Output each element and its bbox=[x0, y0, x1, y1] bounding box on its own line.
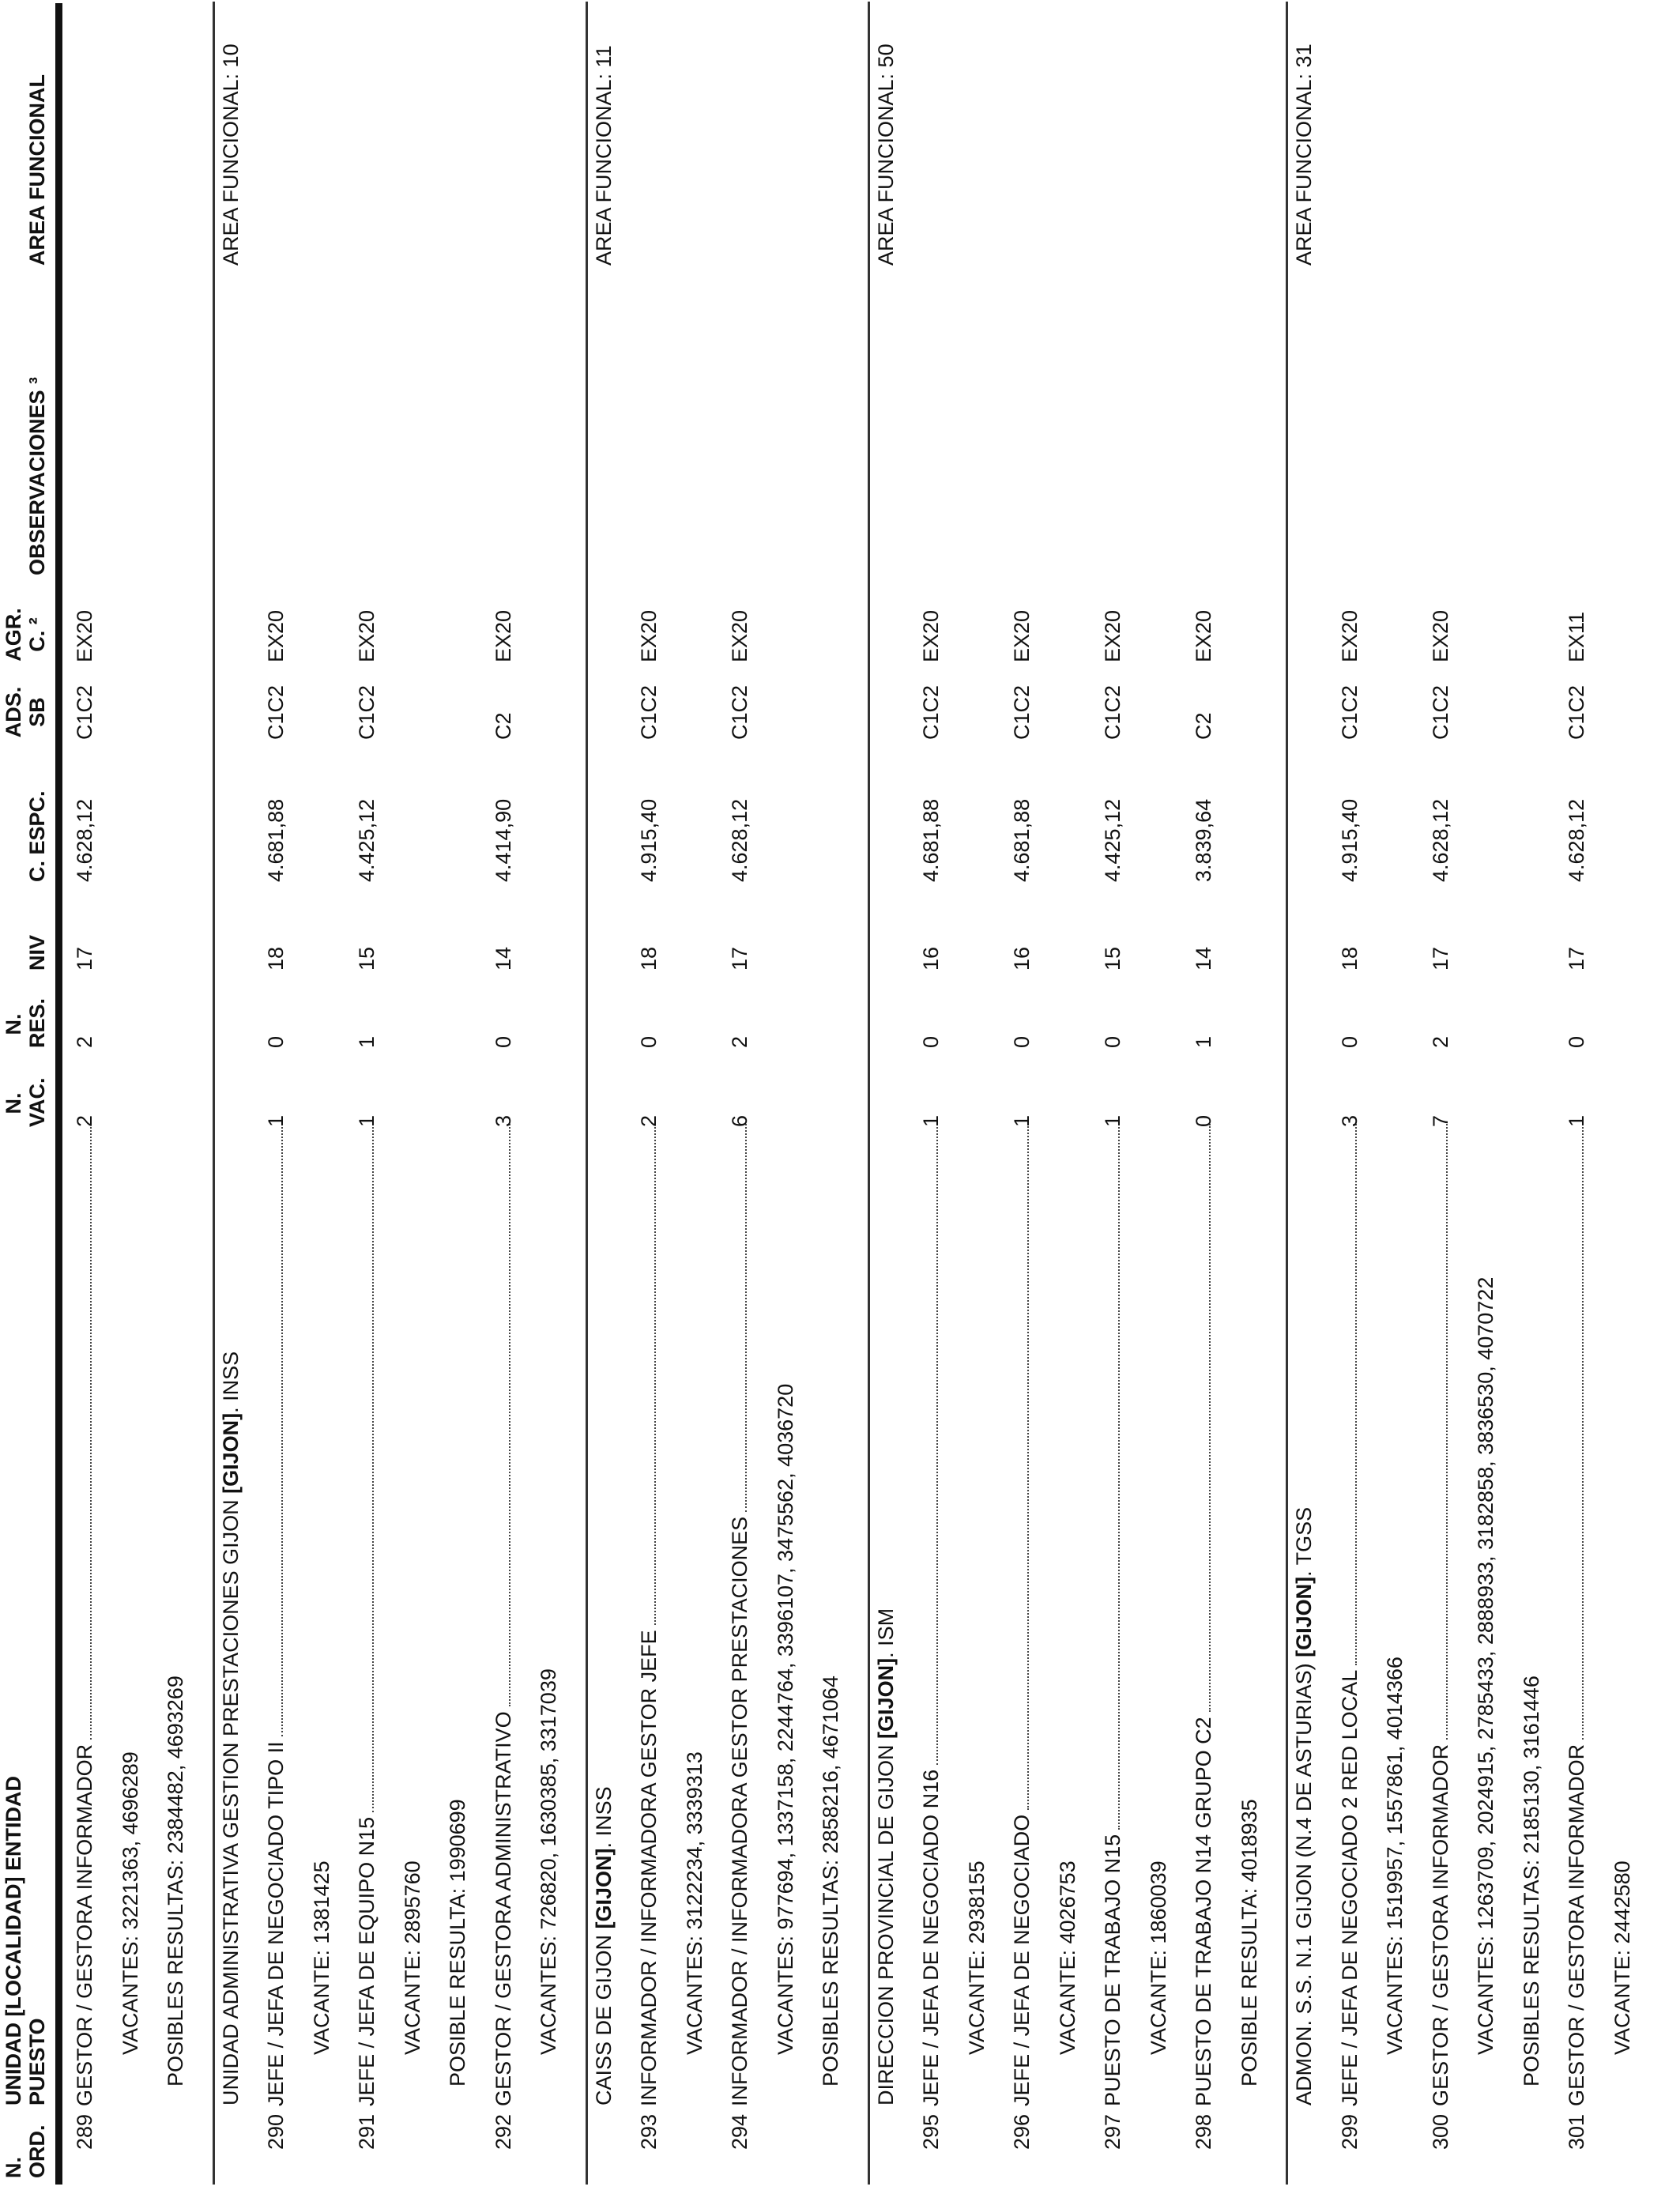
area-funcional: AREA FUNCIONAL: 11 bbox=[591, 45, 616, 266]
agr-c-value: EX20 bbox=[73, 609, 96, 662]
header-c-espc: C. ESPC. bbox=[25, 790, 49, 882]
agr-c-value: EX20 bbox=[919, 609, 943, 662]
n-vac-value: 3 bbox=[491, 1114, 515, 1127]
n-vac-value: 6 bbox=[728, 1114, 751, 1127]
order-number: 300 bbox=[1428, 2113, 1452, 2150]
header-agr-c bbox=[2, 607, 49, 662]
leader-dots bbox=[654, 1124, 656, 1625]
table-row bbox=[1565, 1119, 1588, 2150]
unit-locality: [GIJON] bbox=[1292, 1576, 1316, 1657]
c-espc-value: 3.839,64 bbox=[1192, 798, 1215, 882]
header-n-vac-line1: N. bbox=[2, 1092, 25, 1114]
header-n-res-line1: N. bbox=[2, 1013, 25, 1035]
n-res-value: 0 bbox=[1010, 1035, 1034, 1048]
order-number: 290 bbox=[264, 2113, 288, 2150]
n-res-value: 2 bbox=[73, 1035, 96, 1048]
agr-c-value: EX20 bbox=[1192, 609, 1215, 662]
header-observaciones: OBSERVACIONES ³ bbox=[25, 376, 49, 575]
order-number: 292 bbox=[491, 2113, 515, 2150]
c-espc-value: 4.628,12 bbox=[73, 798, 96, 882]
n-res-value: 0 bbox=[491, 1035, 515, 1048]
n-vac-value: 0 bbox=[1192, 1114, 1215, 1127]
resultas-detail: POSIBLES RESULTAS: 2185130, 3161446 bbox=[1519, 1676, 1543, 2087]
leader-dots bbox=[1117, 1124, 1120, 1830]
n-res-value: 0 bbox=[1337, 1035, 1362, 1048]
order-number: 295 bbox=[919, 2113, 943, 2150]
unit-entity: . ISM bbox=[873, 1608, 898, 1658]
n-vac-value: 1 bbox=[355, 1114, 379, 1127]
unit-entity: . INSS bbox=[591, 1786, 616, 1849]
resultas-detail: POSIBLES RESULTAS: 2384482, 4693269 bbox=[164, 1676, 187, 2087]
leader-dots bbox=[1026, 1124, 1029, 1810]
header-ads-sb bbox=[2, 684, 49, 740]
c-espc-value: 4.628,12 bbox=[1565, 798, 1588, 882]
vacantes-detail: VACANTES: 1263709, 2024915, 2785433, 2888933, 3182858, 3836530, 4070722 bbox=[1474, 1276, 1497, 2055]
n-res-value: 0 bbox=[1101, 1035, 1124, 1048]
unit-name: ADMON. S.S. N.1 GIJON (N.4 DE ASTURIAS) bbox=[1292, 1657, 1316, 2105]
vacantes-detail: VACANTES: 977694, 1337158, 2244764, 3396107, 3475562, 4036720 bbox=[773, 1383, 797, 2055]
n-vac-value: 2 bbox=[73, 1114, 96, 1127]
agr-c-value: EX20 bbox=[1101, 609, 1124, 662]
n-res-value: 1 bbox=[1192, 1035, 1215, 1048]
table-row bbox=[919, 1119, 943, 2150]
n-res-value: 2 bbox=[1428, 1035, 1452, 1048]
ads-sb-value: C1C2 bbox=[1565, 684, 1588, 740]
header-n-vac bbox=[2, 1077, 49, 1127]
nivel-value: 16 bbox=[1010, 946, 1034, 971]
area-funcional: AREA FUNCIONAL: 10 bbox=[218, 43, 243, 266]
order-number: 298 bbox=[1192, 2113, 1215, 2150]
unit-heading bbox=[592, 1786, 616, 2105]
leader-dots bbox=[281, 1124, 283, 1736]
unit-name: UNIDAD ADMINISTRATIVA GESTION PRESTACIONES GIJON bbox=[218, 1493, 243, 2105]
table-row bbox=[1338, 1119, 1362, 2150]
vacantes-detail: VACANTE: 2895760 bbox=[400, 1860, 424, 2055]
c-espc-value: 4.425,12 bbox=[355, 798, 379, 882]
header-unidad bbox=[2, 1776, 49, 2105]
table-row bbox=[1101, 1119, 1124, 2150]
header-n-ord-line2: ORD. bbox=[25, 2124, 49, 2178]
nivel-value: 14 bbox=[491, 946, 515, 971]
puesto-name: INFORMADOR / INFORMADORA GESTOR PRESTACIONES bbox=[728, 1516, 751, 2106]
order-number: 299 bbox=[1337, 2113, 1362, 2150]
header-niv: NIV bbox=[25, 934, 49, 971]
nivel-value: 15 bbox=[1101, 946, 1124, 971]
puesto-name: JEFE / JEFA DE NEGOCIADO TIPO II bbox=[264, 1741, 288, 2106]
ads-sb-value: C1C2 bbox=[1101, 684, 1124, 740]
ads-sb-value: C1C2 bbox=[355, 684, 379, 740]
table-row bbox=[73, 1119, 96, 2150]
puesto-name: PUESTO DE TRABAJO N14 GRUPO C2 bbox=[1192, 1717, 1215, 2106]
header-agr-c-line2: C. ² bbox=[25, 617, 49, 652]
n-vac-value: 1 bbox=[1010, 1114, 1034, 1127]
vacantes-detail: VACANTES: 3122234, 3339313 bbox=[682, 1751, 706, 2055]
n-vac-value: 1 bbox=[919, 1114, 943, 1127]
ads-sb-value: C2 bbox=[1192, 712, 1215, 740]
n-res-value: 0 bbox=[637, 1035, 661, 1048]
puesto-name: PUESTO DE TRABAJO N15 bbox=[1101, 1834, 1124, 2106]
c-espc-value: 4.681,88 bbox=[264, 798, 288, 882]
ads-sb-value: C1C2 bbox=[264, 684, 288, 740]
table-row bbox=[1429, 1119, 1452, 2150]
table-row bbox=[264, 1119, 288, 2150]
n-vac-value: 1 bbox=[264, 1114, 288, 1127]
ads-sb-value: C1C2 bbox=[919, 684, 943, 740]
table-row bbox=[728, 1119, 751, 2150]
nivel-value: 18 bbox=[264, 946, 288, 971]
table-row bbox=[492, 1119, 515, 2150]
vacantes-detail: VACANTE: 2938155 bbox=[964, 1860, 989, 2055]
puesto-name: INFORMADOR / INFORMADORA GESTOR JEFE bbox=[637, 1630, 661, 2106]
ads-sb-value: C1C2 bbox=[1337, 684, 1362, 740]
order-number: 301 bbox=[1565, 2113, 1588, 2150]
agr-c-value: EX20 bbox=[728, 609, 751, 662]
puesto-name: GESTOR / GESTORA INFORMADOR bbox=[73, 1744, 96, 2106]
nivel-value: 14 bbox=[1192, 946, 1215, 971]
vacantes-detail: VACANTES: 726820, 1630385, 3317039 bbox=[537, 1668, 560, 2055]
order-number: 297 bbox=[1101, 2113, 1124, 2150]
agr-c-value: EX20 bbox=[355, 609, 379, 662]
unit-locality: [GIJON] bbox=[873, 1657, 898, 1739]
ads-sb-value: C1C2 bbox=[637, 684, 661, 740]
puesto-name: JEFE / JEFA DE NEGOCIADO N16 bbox=[919, 1769, 943, 2106]
header-agr-c-line1: AGR. bbox=[2, 608, 25, 662]
nivel-value: 17 bbox=[1565, 946, 1588, 971]
n-res-value: 0 bbox=[919, 1035, 943, 1048]
c-espc-value: 4.414,90 bbox=[491, 798, 515, 882]
unit-locality: [GIJON] bbox=[591, 1848, 616, 1929]
ads-sb-value: C1C2 bbox=[1010, 684, 1034, 740]
header-area-funcional: AREA FUNCIONAL bbox=[25, 74, 49, 266]
leader-dots bbox=[1581, 1124, 1584, 1740]
agr-c-value: EX20 bbox=[1337, 609, 1362, 662]
order-number: 296 bbox=[1010, 2113, 1034, 2150]
ads-sb-value: C1C2 bbox=[73, 684, 96, 740]
puesto-name: JEFE / JEFA DE EQUIPO N15 bbox=[355, 1816, 379, 2106]
n-vac-value: 1 bbox=[1565, 1114, 1588, 1127]
n-res-value: 2 bbox=[728, 1035, 751, 1048]
n-vac-value: 7 bbox=[1428, 1114, 1452, 1127]
agr-c-value: EX20 bbox=[491, 609, 515, 662]
c-espc-value: 4.425,12 bbox=[1101, 798, 1124, 882]
vacantes-detail: VACANTE: 1381425 bbox=[309, 1860, 333, 2055]
puesto-name: GESTOR / GESTORA ADMINISTRATIVO bbox=[491, 1711, 515, 2106]
n-res-value: 0 bbox=[264, 1035, 288, 1048]
nivel-value: 17 bbox=[73, 946, 96, 971]
order-number: 289 bbox=[73, 2113, 96, 2150]
puesto-name: JEFE / JEFA DE NEGOCIADO 2 RED LOCAL bbox=[1337, 1669, 1362, 2106]
nivel-value: 18 bbox=[637, 946, 661, 971]
vacantes-detail: VACANTE: 4026753 bbox=[1055, 1860, 1079, 2055]
header-n-res-line2: RES. bbox=[25, 997, 49, 1048]
c-espc-value: 4.628,12 bbox=[1428, 798, 1452, 882]
resultas-detail: POSIBLE RESULTA: 4018935 bbox=[1237, 1799, 1261, 2087]
header-n-vac-line2: VAC. bbox=[25, 1077, 49, 1127]
header-ads-sb-line2: SB bbox=[25, 697, 49, 727]
n-res-value: 0 bbox=[1565, 1035, 1588, 1048]
leader-dots bbox=[89, 1124, 92, 1740]
header-ads-sb-line1: ADS. bbox=[2, 686, 25, 738]
area-funcional: AREA FUNCIONAL: 31 bbox=[1292, 43, 1316, 266]
unit-name: CAISS DE GIJON bbox=[591, 1928, 616, 2105]
group-separator bbox=[1286, 2, 1288, 2185]
area-funcional: AREA FUNCIONAL: 50 bbox=[873, 43, 898, 266]
table-row bbox=[355, 1119, 379, 2150]
leader-dots bbox=[1208, 1124, 1211, 1712]
vacantes-detail: VACANTE: 2442580 bbox=[1610, 1860, 1634, 2055]
vacantes-detail: VACANTES: 1519957, 1557861, 4014366 bbox=[1383, 1657, 1407, 2055]
ads-sb-value: C1C2 bbox=[728, 684, 751, 740]
n-vac-value: 1 bbox=[1101, 1114, 1124, 1127]
ads-sb-value: C1C2 bbox=[1428, 684, 1452, 740]
unit-entity: . TGSS bbox=[1292, 1506, 1316, 1577]
c-espc-value: 4.915,40 bbox=[637, 798, 661, 882]
header-n-ord bbox=[2, 2125, 49, 2179]
header-n-res bbox=[2, 997, 49, 1048]
header-rule bbox=[55, 3, 62, 2185]
resultas-detail: POSIBLE RESULTA: 1990699 bbox=[446, 1799, 469, 2087]
table-row bbox=[637, 1119, 661, 2150]
n-vac-value: 2 bbox=[637, 1114, 661, 1127]
ads-sb-value: C2 bbox=[491, 712, 515, 740]
n-vac-value: 3 bbox=[1337, 1114, 1362, 1127]
header-unidad-line1: UNIDAD [LOCALIDAD] ENTIDAD bbox=[2, 1776, 25, 2105]
table-row bbox=[1192, 1119, 1215, 2150]
nivel-value: 18 bbox=[1337, 946, 1362, 971]
order-number: 294 bbox=[728, 2113, 751, 2150]
resultas-detail: POSIBLES RESULTAS: 2858216, 4671064 bbox=[819, 1676, 842, 2087]
nivel-value: 17 bbox=[728, 946, 751, 971]
puesto-name: JEFE / JEFA DE NEGOCIADO bbox=[1010, 1814, 1034, 2106]
table-row bbox=[1010, 1119, 1034, 2150]
leader-dots bbox=[508, 1124, 510, 1706]
unit-entity: . INSS bbox=[218, 1351, 243, 1413]
header-unidad-line2: PUESTO bbox=[25, 2018, 49, 2105]
c-espc-value: 4.628,12 bbox=[728, 798, 751, 882]
c-espc-value: 4.681,88 bbox=[919, 798, 943, 882]
agr-c-value: EX20 bbox=[1428, 609, 1452, 662]
header-n-ord-line1: N. bbox=[2, 2157, 25, 2178]
nivel-value: 16 bbox=[919, 946, 943, 971]
unit-heading bbox=[1292, 1507, 1316, 2105]
agr-c-value: EX20 bbox=[264, 609, 288, 662]
vacantes-detail: VACANTES: 3221363, 4696289 bbox=[118, 1751, 142, 2055]
leader-dots bbox=[371, 1124, 374, 1812]
unit-locality: [GIJON] bbox=[218, 1412, 243, 1494]
order-number: 293 bbox=[637, 2113, 661, 2150]
nivel-value: 15 bbox=[355, 946, 379, 971]
order-number: 291 bbox=[355, 2113, 379, 2150]
unit-name: DIRECCION PROVINCIAL DE GIJON bbox=[873, 1738, 898, 2105]
leader-dots bbox=[1354, 1124, 1357, 1665]
leader-dots bbox=[1445, 1124, 1448, 1740]
agr-c-value: EX20 bbox=[637, 609, 661, 662]
agr-c-value: EX20 bbox=[1010, 609, 1034, 662]
group-separator bbox=[868, 2, 870, 2185]
unit-heading bbox=[874, 1608, 898, 2105]
c-espc-value: 4.915,40 bbox=[1337, 798, 1362, 882]
puesto-name: GESTOR / GESTORA INFORMADOR bbox=[1565, 1744, 1588, 2106]
puesto-name: GESTOR / GESTORA INFORMADOR bbox=[1428, 1744, 1452, 2106]
agr-c-value: EX11 bbox=[1565, 611, 1588, 662]
c-espc-value: 4.681,88 bbox=[1010, 798, 1034, 882]
leader-dots bbox=[936, 1124, 938, 1765]
group-separator bbox=[586, 2, 588, 2185]
nivel-value: 17 bbox=[1428, 946, 1452, 971]
vacantes-detail: VACANTE: 1860039 bbox=[1146, 1860, 1170, 2055]
group-separator bbox=[213, 2, 215, 2185]
leader-dots bbox=[744, 1124, 747, 1512]
n-res-value: 1 bbox=[355, 1035, 379, 1048]
unit-heading bbox=[219, 1351, 243, 2105]
